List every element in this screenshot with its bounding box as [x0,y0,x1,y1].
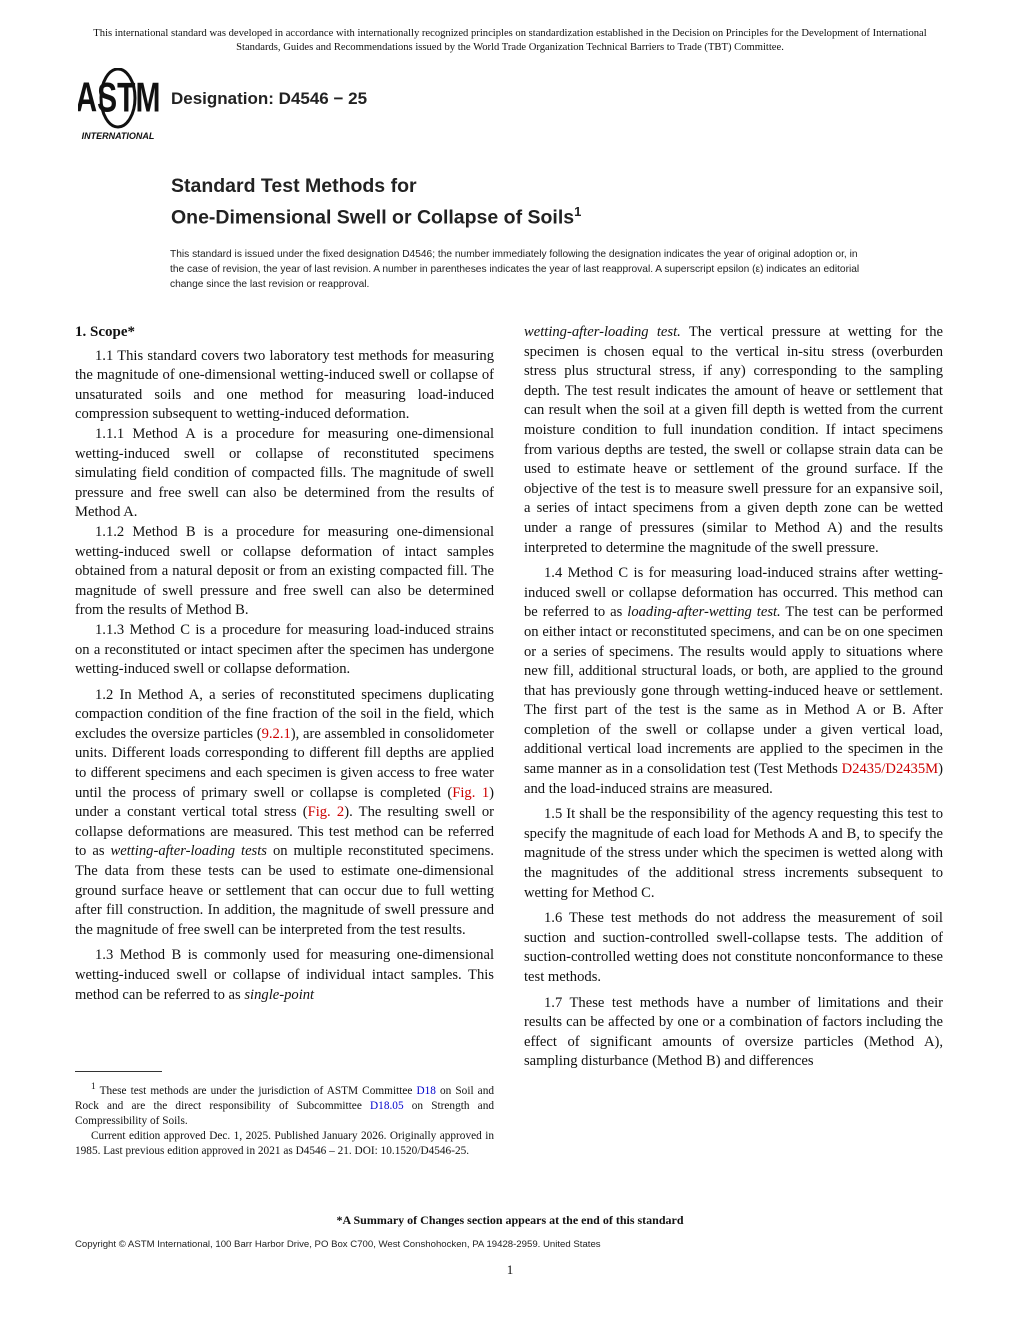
title-line-2: One-Dimensional Swell or Collapse of Soils [171,206,575,229]
text-run: These test methods are under the jurisdiction of ASTM Committee [95,1084,417,1097]
document-title [171,174,581,231]
reference-link[interactable]: Fig. 1 [452,784,490,801]
text-run: 1.3 Method B is commonly used for measuring one-dimensional wetting-induced swell or collapse of individual intact samples. This method can be referred to as [75,947,494,1003]
footnote [75,1080,494,1129]
text-run: ). The resulting swell or collapse deformations are measured. This test method can be referred to as [75,804,495,860]
text-run: 1.4 Method C is for measuring load-induced strains after wetting-induced swell or collapse deformation has occurred. This method can be referred to as [524,565,943,621]
footnote-mark: 1 [91,1082,96,1092]
svg-text:ASTM: ASTM [78,73,160,121]
summary-of-changes-note: *A Summary of Changes section appears at the end of this standard [336,1213,684,1227]
footnote [75,1129,494,1159]
text-run: The test can be performed on either intact or reconstituted specimens, and can be on one specimen or a series of specimens. The results would apply to situations where new fill, additional structural loads, or both, are applied to the ground that has previously gone through wetting-induced heave or settlement. The first part of the test is the same as in Method A or B. After completion of the swell or collapse under a given vertical load, additional vertical load increments are applied to the specimen in the same manner as in a consolidation test (Test Methods [524,604,943,778]
paragraph [524,805,943,903]
text-run: 1.2 In Method A, a series of reconstituted specimens duplicating compaction condition of the fine fraction of the soil in the field, which excludes the oversize particles ( [75,686,494,742]
reference-link[interactable]: D2435/D2435M [841,761,939,778]
text-run: 1.1 This standard covers two laboratory test methods for measuring the magnitude of one-dimensional wetting-induced swell or collapse of unsaturated soils and one method for measuring load-induced compression subsequent to wetting-induced deformation. [75,347,494,423]
reference-link[interactable]: Fig. 2 [307,804,345,821]
right-column [524,323,943,1072]
text-run: on Soil and Rock and are the direct responsibility of Subcommittee [75,1084,494,1112]
copyright: Copyright © ASTM International, 100 Barr Harbor Drive, PO Box C700, West Conshohocken, PA 19428-2959. United States [75,1239,601,1250]
paragraph [524,909,943,987]
text-run: 1.1.3 Method C is a procedure for measuring load-induced strains on a reconstituted or intact specimen after the specimen has undergone wetting-induced swell or collapse deformation. [75,621,494,678]
text-run: wetting-after-loading test. [524,324,681,340]
text-run: 1.5 It shall be the responsibility of the agency requesting this test to specify the magnitude of each load for Methods A and B, to specify the magnitude of the stress under which the specimen is wetted along with the magnitudes of the additional stress increments subsequent to wetting for Method C. [524,806,943,901]
reference-link[interactable]: D18.05 [370,1099,404,1112]
paragraph [75,621,494,680]
title-footnote-mark: 1 [574,204,582,219]
text-run: ) and the load-induced strains are measured. [524,761,943,797]
text-run: ) under a constant vertical total stress ( [75,784,494,821]
text-run: ), are assembled in consolidometer units. Different loads corresponding to different fill depths are applied to different specimens and each specimen is given access to free water until the process of primary swell or collapse is completed ( [75,725,494,801]
left-column [75,323,494,1005]
standards-notice: This international standard was developed in accordance with internationally recognized principles on standardization established in the Decision on Principles for the Development of International Standards, Guides and Recommendations issued by the World Trade Organization Technical Barriers to Trade (TBT) Committee. [93,28,927,53]
text-run: loading-after-wetting test. [627,604,781,621]
text-run: Current edition approved Dec. 1, 2025. Published January 2026. Originally approved in 1985. Last previous edition approved in 2021 as D4546 – 21. DOI: 10.1520/D4546-25. [75,1129,494,1157]
text-run: single-point [244,986,315,1003]
paragraph [75,347,494,425]
reference-link[interactable]: 9.2.1 [261,725,291,742]
paragraph [75,686,494,941]
text-run: 1.7 These test methods have a number of limitations and their results can be affected by one or a combination of factors including the effect of significant amounts of oversize particles (Method A), sampling disturbance (Method B) and differences [524,994,943,1070]
logo-international: INTERNATIONAL [81,131,155,141]
text-run: The vertical pressure at wetting for the specimen is chosen equal to the vertical in-situ stress (overburden stress plus structural stress, if any) corresponding to the sampling depth. The test result indicates the amount of heave or settlement that can result when the soil at a given fill depth is wetted from the current moisture condition to full inundation condition. If intact specimens from various depths are tested, the swell or collapse strain data can be used to estimate heave or settlement of the ground surface. If the objective of the test is to measure swell pressure for an expansive soil, a series of intact specimens from a given depth zone can be wetted under a range of pressures (similar to Method A) and the results interpreted to determine the magnitude of the swell pressure. [524,324,943,556]
paragraph [524,323,943,558]
text-run: 1.6 These test methods do not address the measurement of soil suction and suction-controlled swell-collapse tests. The addition of suction-controlled wetting does not constitute nonconformance to these test methods. [524,910,943,985]
section-heading-scope: 1. Scope* [75,324,135,340]
paragraph [75,946,494,1005]
footnote-divider [75,1071,162,1072]
text-run: on multiple reconstituted specimens. The data from these tests can be used to estimate one-dimensional ground surface heave or settlement that can occur due to full wetting after fill construction. In addition, the magnitude of swell pressure and the magnitude of free swell can be interpreted from the test results. [75,843,494,938]
footnotes [75,1080,494,1159]
paragraph [75,523,494,621]
paragraph [524,564,943,799]
issued-note: This standard is issued under the fixed designation D4546; the number immediately following the designation indicates the year of original adoption or, in the case of revision, the year of last revision. A number in parentheses indicates the year of last reapproval. A superscript epsilon (ε) indicates an editorial change since the last revision or reapproval. [170,249,860,290]
page-number: 1 [506,1262,514,1277]
paragraph [75,425,494,523]
text-run: 1.1.2 Method B is a procedure for measuring one-dimensional wetting-induced swell or collapse deformation of intact samples obtained from a natural deposit or from an existing compacted fill. The magnitude of swell pressure and free swell can also be determined from the results of Method B. [75,523,494,619]
paragraph [524,994,943,1072]
reference-link[interactable]: D18 [416,1084,436,1097]
text-run: wetting-after-loading tests [110,843,267,860]
astm-logo [78,68,160,142]
title-line-1: Standard Test Methods for [171,175,417,197]
designation: Designation: D4546 − 25 [171,89,368,108]
text-run: 1.1.1 Method A is a procedure for measuring one-dimensional wetting-induced swell or collapse of reconstituted specimens simulating field condition of compacted fills. The magnitude of swell pressure and free swell can also be determined from the results of Method A. [75,425,494,521]
text-run: on Strength and Compressibility of Soils. [75,1099,494,1127]
